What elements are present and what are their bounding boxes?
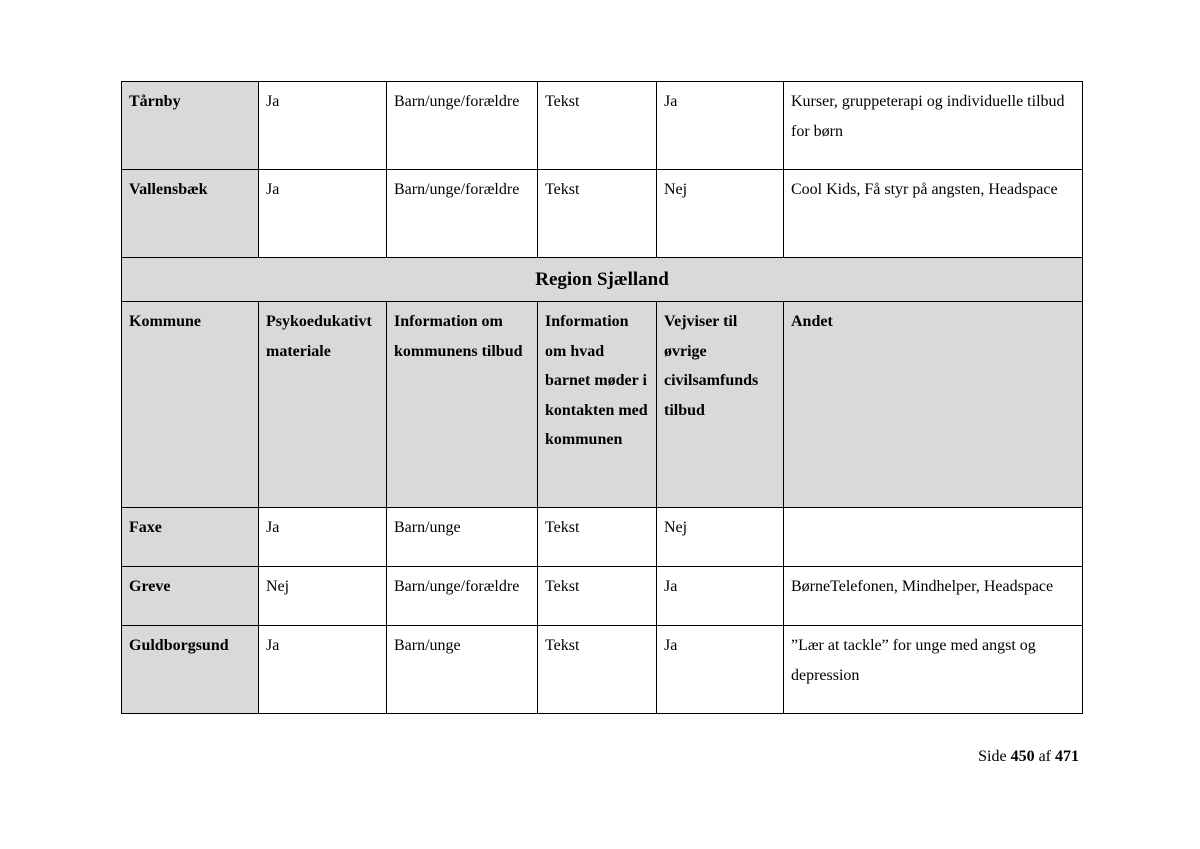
psyko-cell: Ja bbox=[259, 626, 387, 714]
column-header-row bbox=[122, 302, 1083, 508]
kommune-cell: Greve bbox=[122, 567, 259, 626]
header-andet: Andet bbox=[784, 302, 1083, 508]
header-info-barn: Information om hvad barnet møder i kontakten med kommunen bbox=[538, 302, 657, 508]
info-barn-cell: Tekst bbox=[538, 567, 657, 626]
andet-cell: Kurser, gruppeterapi og individuelle tilbud for børn bbox=[784, 82, 1083, 170]
info-kommune-cell: Barn/unge/forældre bbox=[387, 170, 538, 258]
info-barn-cell: Tekst bbox=[538, 170, 657, 258]
header-kommune: Kommune bbox=[122, 302, 259, 508]
psyko-cell: Nej bbox=[259, 567, 387, 626]
region-title: Region Sjælland bbox=[122, 258, 1083, 302]
info-barn-cell: Tekst bbox=[538, 82, 657, 170]
info-kommune-cell: Barn/unge bbox=[387, 508, 538, 567]
kommune-cell: Vallensbæk bbox=[122, 170, 259, 258]
table-row bbox=[122, 567, 1083, 626]
header-vejviser: Vejviser til øvrige civilsamfunds tilbud bbox=[657, 302, 784, 508]
page-middle: af bbox=[1038, 748, 1051, 765]
info-kommune-cell: Barn/unge/forældre bbox=[387, 567, 538, 626]
kommune-cell: Tårnby bbox=[122, 82, 259, 170]
psyko-cell: Ja bbox=[259, 508, 387, 567]
vejviser-cell: Ja bbox=[657, 567, 784, 626]
municipality-table bbox=[121, 81, 1083, 714]
vejviser-cell: Ja bbox=[657, 82, 784, 170]
kommune-cell: Guldborgsund bbox=[122, 626, 259, 714]
region-heading-row bbox=[122, 258, 1083, 302]
info-barn-cell: Tekst bbox=[538, 508, 657, 567]
andet-cell bbox=[784, 508, 1083, 567]
total-pages: 471 bbox=[1055, 748, 1079, 765]
header-info-kommune: Information om kommunens tilbud bbox=[387, 302, 538, 508]
kommune-cell: Faxe bbox=[122, 508, 259, 567]
info-kommune-cell: Barn/unge/forældre bbox=[387, 82, 538, 170]
info-barn-cell: Tekst bbox=[538, 626, 657, 714]
table-row bbox=[122, 82, 1083, 170]
info-kommune-cell: Barn/unge bbox=[387, 626, 538, 714]
vejviser-cell: Nej bbox=[657, 508, 784, 567]
table-row bbox=[122, 170, 1083, 258]
andet-cell: BørneTelefonen, Mindhelper, Headspace bbox=[784, 567, 1083, 626]
current-page: 450 bbox=[1010, 748, 1035, 765]
psyko-cell: Ja bbox=[259, 82, 387, 170]
page-prefix: Side bbox=[978, 748, 1007, 765]
vejviser-cell: Nej bbox=[657, 170, 784, 258]
andet-cell: Cool Kids, Få styr på angsten, Headspace bbox=[784, 170, 1083, 258]
vejviser-cell: Ja bbox=[657, 626, 784, 714]
table-row bbox=[122, 626, 1083, 714]
page-number bbox=[978, 748, 1079, 766]
psyko-cell: Ja bbox=[259, 170, 387, 258]
table-row bbox=[122, 508, 1083, 567]
andet-cell: ”Lær at tackle” for unge med angst og depression bbox=[784, 626, 1083, 714]
header-psyko: Psykoedukativt materiale bbox=[259, 302, 387, 508]
